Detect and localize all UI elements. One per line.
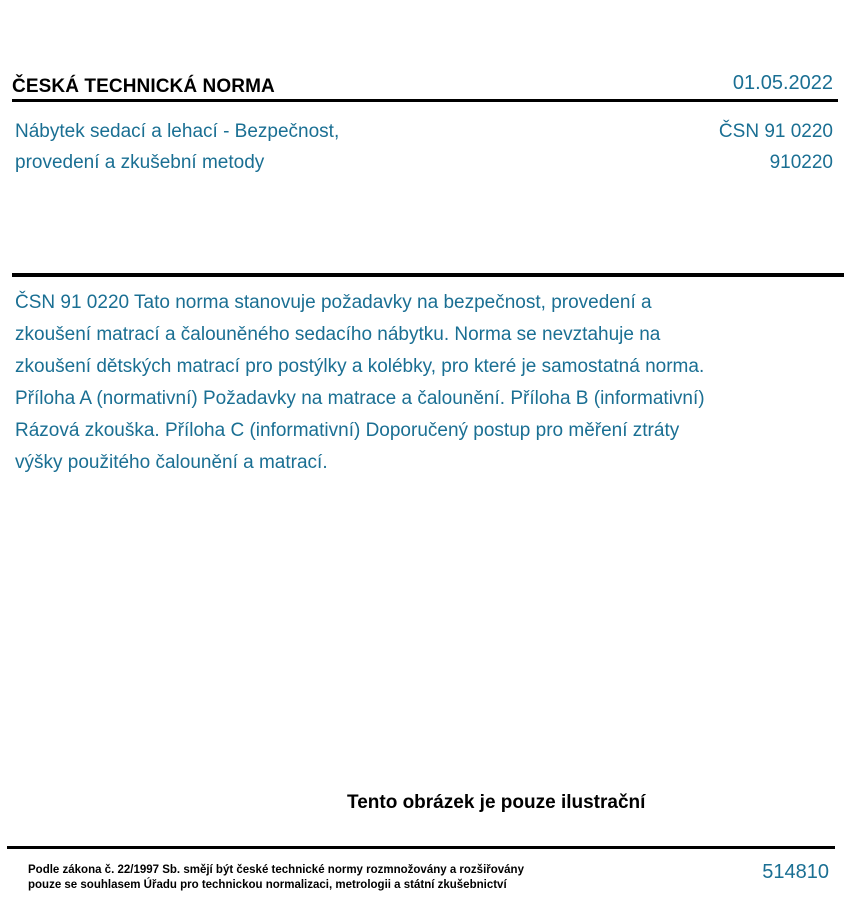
document-number: 514810: [762, 861, 829, 883]
document-title-line-1: Nábytek sedací a lehací - Bezpečnost,: [15, 121, 340, 142]
legal-notice-line-1: Podle zákona č. 22/1997 Sb. smějí být české technické normy rozmnožovány a rozšiřovány: [28, 864, 524, 876]
standard-code: ČSN 91 0220: [718, 121, 833, 142]
document-title-line-2: provedení a zkušební metody: [15, 152, 265, 173]
document-identifiers: [719, 116, 833, 178]
header-divider: [12, 99, 838, 102]
legal-notice: [28, 863, 628, 893]
standard-heading: ČESKÁ TECHNICKÁ NORMA: [12, 76, 275, 97]
illustrative-note: Tento obrázek je pouze ilustrační: [347, 792, 646, 813]
abstract-text: ČSN 91 0220 Tato norma stanovuje požadavky na bezpečnost, provedení a zkoušení matrací a čalouněného sedacího nábytku. Norma se nevztahuje na zkoušení dětských matrací pro postýlky a kolébky, pro které je samostatná norma. Příloha A (normativní) Požadavky na matrace a čalounění. Příloha B (informativní) Rázová zkouška. Příloha C (informativní) Doporučený postup pro měření ztráty výšky použitého čalounění a matrací.: [15, 292, 705, 473]
publication-date: 01.05.2022: [732, 72, 833, 94]
document-title: [15, 116, 575, 178]
section-divider: [12, 273, 844, 277]
legal-notice-line-2: pouze se souhlasem Úřadu pro technickou normalizaci, metrologii a státní zkušebnictví: [28, 879, 507, 891]
classification-number: 910220: [769, 152, 833, 173]
footer-divider: [7, 846, 835, 849]
